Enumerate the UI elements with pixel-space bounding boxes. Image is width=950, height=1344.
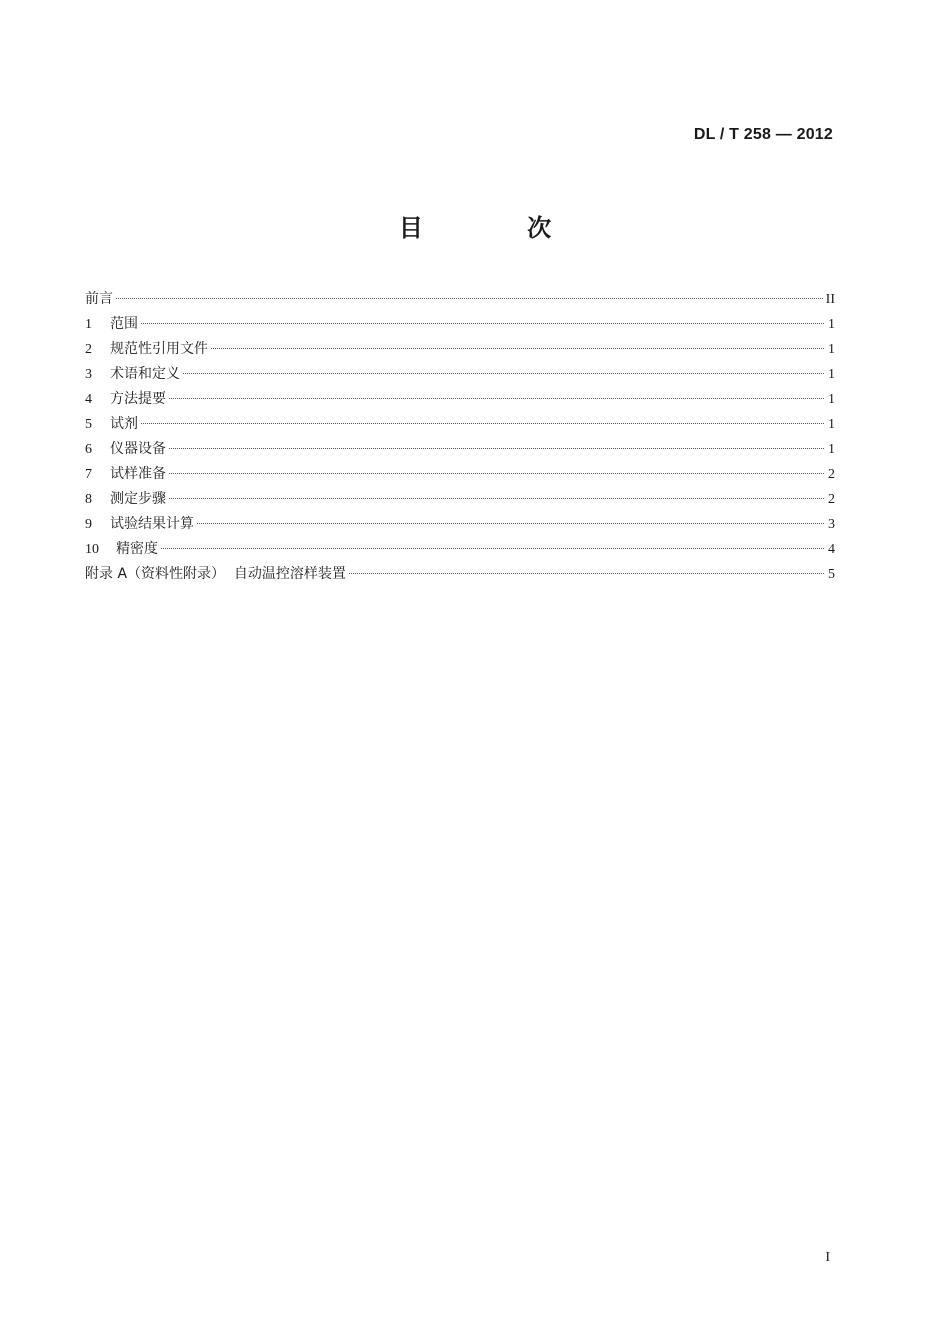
toc-entry-number: 5 [85, 417, 92, 432]
toc-entry-page: 2 [828, 467, 835, 482]
dot-leader [141, 323, 824, 324]
standard-code: DL / T 258 — 2012 [693, 126, 833, 143]
dot-leader [169, 398, 824, 399]
toc-entry-number: 4 [85, 392, 92, 407]
dot-leader [169, 448, 824, 449]
dot-leader [183, 373, 824, 374]
toc-entry-foreword[interactable] [85, 288, 835, 313]
dot-leader [169, 473, 824, 474]
toc-entry-page: 5 [828, 567, 835, 582]
toc-entry-page: 1 [828, 367, 835, 382]
dot-leader [141, 423, 824, 424]
toc-entry-7[interactable] [85, 463, 835, 488]
toc-entry-number: 10 [85, 542, 99, 557]
toc-entry-3[interactable] [85, 363, 835, 388]
toc-entry-label: 方法提要 [110, 391, 166, 407]
toc-title: 目 次 [398, 214, 600, 242]
toc-entry-label: 试样准备 [110, 466, 166, 482]
toc-entry-label: 规范性引用文件 [110, 341, 208, 357]
toc-entry-number: 6 [85, 442, 92, 457]
toc-entry-label: 术语和定义 [110, 366, 180, 382]
toc-entry-number: 8 [85, 492, 92, 507]
toc-entry-page: 1 [828, 442, 835, 457]
dot-leader [161, 548, 824, 549]
table-of-contents [85, 288, 835, 588]
toc-entry-number: 7 [85, 467, 92, 482]
toc-entry-1[interactable] [85, 313, 835, 338]
toc-entry-8[interactable] [85, 488, 835, 513]
toc-entry-6[interactable] [85, 438, 835, 463]
toc-entry-label: 精密度 [116, 541, 158, 557]
dot-leader [116, 298, 823, 299]
toc-entry-10[interactable] [85, 538, 835, 563]
toc-entry-2[interactable] [85, 338, 835, 363]
toc-entry-appendix-a[interactable] [85, 563, 835, 588]
toc-entry-4[interactable] [85, 388, 835, 413]
dot-leader [211, 348, 824, 349]
toc-entry-page: 3 [828, 517, 835, 532]
toc-entry-page: 1 [828, 417, 835, 432]
toc-entry-page: 1 [828, 342, 835, 357]
toc-entry-label: 范围 [110, 316, 138, 332]
dot-leader [349, 573, 824, 574]
toc-entry-number: 3 [85, 367, 92, 382]
toc-entry-label: 仪器设备 [110, 441, 166, 457]
toc-entry-page: 2 [828, 492, 835, 507]
toc-entry-page: 4 [828, 542, 835, 557]
toc-entry-label: 测定步骤 [110, 491, 166, 507]
dot-leader [197, 523, 824, 524]
toc-entry-number: 9 [85, 517, 92, 532]
page-number: I [825, 1250, 830, 1265]
toc-entry-5[interactable] [85, 413, 835, 438]
toc-entry-page: II [825, 292, 835, 307]
toc-entry-number: 2 [85, 342, 92, 357]
toc-entry-label: 附录 A（资料性附录） 自动温控溶样装置 [85, 566, 346, 582]
toc-entry-label: 试验结果计算 [110, 516, 194, 532]
dot-leader [169, 498, 824, 499]
toc-entry-label: 试剂 [110, 416, 138, 432]
toc-entry-page: 1 [828, 392, 835, 407]
toc-entry-9[interactable] [85, 513, 835, 538]
toc-entry-page: 1 [828, 317, 835, 332]
toc-entry-label: 前言 [85, 291, 113, 307]
toc-entry-number: 1 [85, 317, 92, 332]
